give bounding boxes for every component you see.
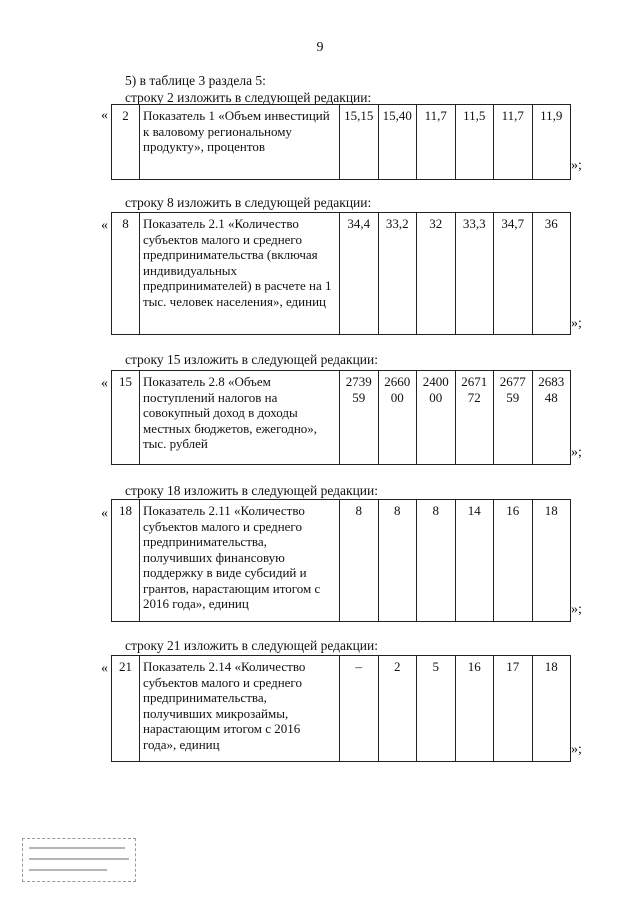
- value-cell: 11,7: [494, 105, 533, 180]
- value-cell: 8: [340, 500, 379, 622]
- row-number: 18: [112, 500, 140, 622]
- opening-quote: «: [101, 376, 108, 391]
- indicator-name: Показатель 2.11 «Количество субъектов малого и среднего предпринимательства, получивших финансовую поддержку в виде субсидий и грантов, нарастающим итогом с 2016 года», единиц: [140, 500, 340, 622]
- page-number: 9: [316, 40, 324, 55]
- row-18-instruction: строку 18 изложить в следующей редакции:: [125, 483, 379, 498]
- closing-quote: »;: [571, 742, 582, 757]
- indicator-name: Показатель 1 «Объем инвестиций к валовому региональному продукту», процентов: [140, 105, 340, 180]
- opening-quote: «: [101, 218, 108, 233]
- intro-row-2-instruction: строку 2 изложить в следующей редакции:: [125, 90, 372, 105]
- value-cell: 5: [417, 656, 456, 762]
- table-row-2: [111, 104, 571, 180]
- value-cell: –: [340, 656, 379, 762]
- row-number: 2: [112, 105, 140, 180]
- value-cell: 16: [494, 500, 533, 622]
- value-cell: 11,7: [417, 105, 456, 180]
- value-cell: 267759: [494, 371, 533, 465]
- value-cell: 17: [494, 656, 533, 762]
- row-21-instruction: строку 21 изложить в следующей редакции:: [125, 638, 379, 653]
- closing-quote: »;: [571, 316, 582, 331]
- opening-quote: «: [101, 661, 108, 676]
- value-cell: 18: [532, 656, 571, 762]
- value-cell: 15,15: [340, 105, 379, 180]
- table-row-8: [111, 212, 571, 335]
- table-row: [112, 656, 571, 762]
- value-cell: 34,4: [340, 213, 379, 335]
- value-cell: 33,2: [378, 213, 417, 335]
- table-row: [112, 105, 571, 180]
- value-cell: 267172: [455, 371, 494, 465]
- indicator-name: Показатель 2.1 «Количество субъектов малого и среднего предпринимательства (включая индивидуальных предпринимателей) в расчете на 1 тыс. человек населения», единиц: [140, 213, 340, 335]
- opening-quote: «: [101, 506, 108, 521]
- value-cell: 2: [378, 656, 417, 762]
- value-cell: 11,5: [455, 105, 494, 180]
- value-cell: 16: [455, 656, 494, 762]
- value-cell: 18: [532, 500, 571, 622]
- indicator-name: Показатель 2.14 «Количество субъектов малого и среднего предпринимательства, получивших микрозаймы, нарастающим итогом с 2016 года», единиц: [140, 656, 340, 762]
- closing-quote: »;: [571, 602, 582, 617]
- value-cell: 273959: [340, 371, 379, 465]
- opening-quote: «: [101, 108, 108, 123]
- row-8-instruction: строку 8 изложить в следующей редакции:: [125, 195, 372, 210]
- row-number: 21: [112, 656, 140, 762]
- row-number: 15: [112, 371, 140, 465]
- value-cell: 266000: [378, 371, 417, 465]
- row-15-instruction: строку 15 изложить в следующей редакции:: [125, 352, 379, 367]
- value-cell: 14: [455, 500, 494, 622]
- value-cell: 33,3: [455, 213, 494, 335]
- table-row-18: [111, 499, 571, 622]
- value-cell: 8: [378, 500, 417, 622]
- value-cell: 11,9: [532, 105, 571, 180]
- closing-quote: »;: [571, 445, 582, 460]
- value-cell: 268348: [532, 371, 571, 465]
- intro-item-5: 5) в таблице 3 раздела 5:: [125, 73, 266, 88]
- value-cell: 36: [532, 213, 571, 335]
- closing-quote: »;: [571, 158, 582, 173]
- table-row: [112, 500, 571, 622]
- indicator-name: Показатель 2.8 «Объем поступлений налогов на совокупный доход в доходы местных бюджетов, ежегодно», тыс. рублей: [140, 371, 340, 465]
- value-cell: 240000: [417, 371, 456, 465]
- value-cell: 32: [417, 213, 456, 335]
- table-row: [112, 213, 571, 335]
- value-cell: 34,7: [494, 213, 533, 335]
- table-row: [112, 371, 571, 465]
- row-number: 8: [112, 213, 140, 335]
- value-cell: 15,40: [378, 105, 417, 180]
- table-row-21: [111, 655, 571, 762]
- intro-text: [125, 72, 371, 106]
- table-row-15: [111, 370, 571, 465]
- faded-stamp: [22, 838, 136, 882]
- value-cell: 8: [417, 500, 456, 622]
